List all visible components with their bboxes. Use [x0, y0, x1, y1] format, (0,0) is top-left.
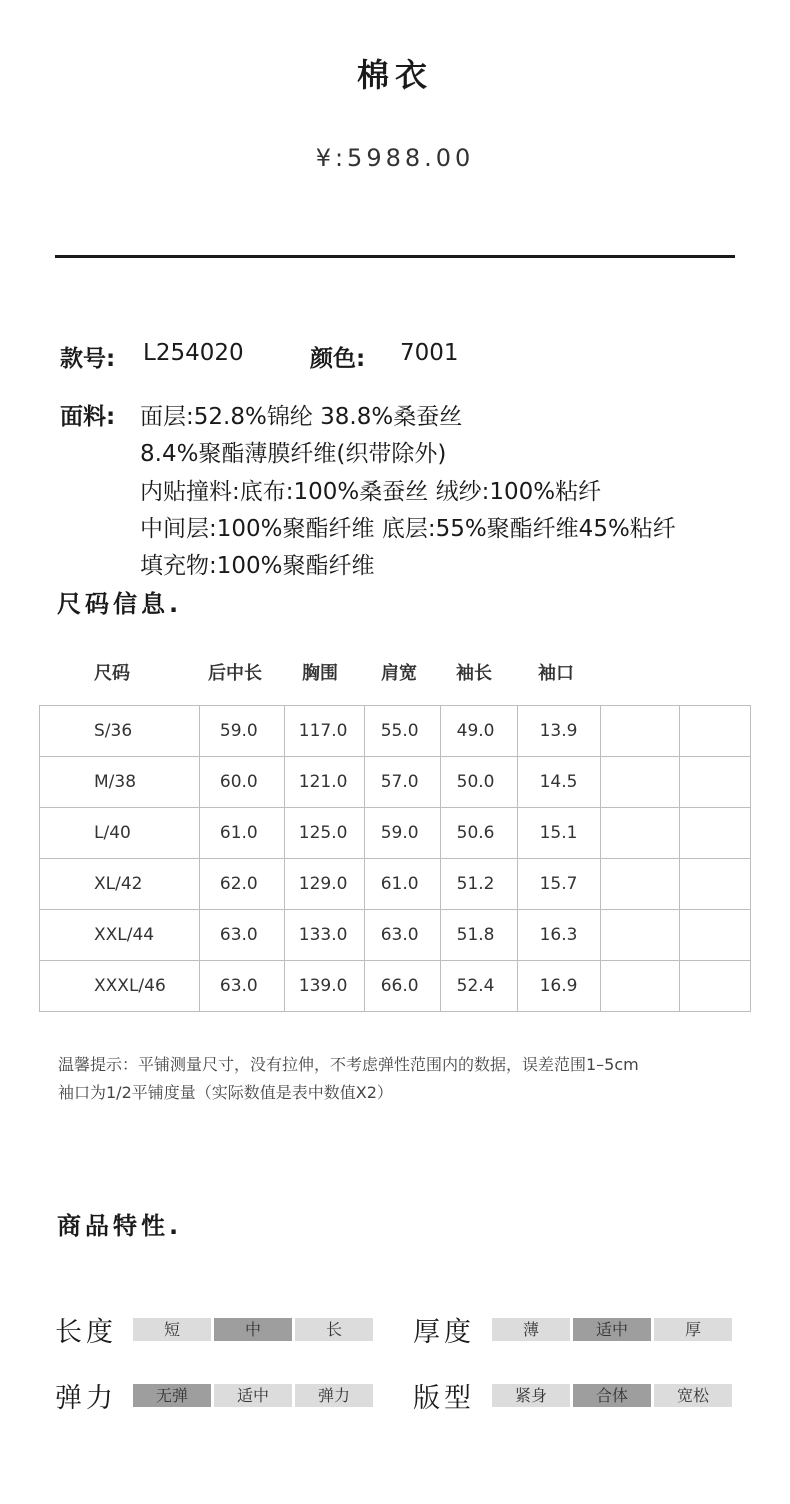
table-cell-empty: [601, 859, 680, 910]
table-cell: 125.0: [284, 808, 364, 859]
table-cell: 55.0: [364, 706, 440, 757]
table-cell-empty: [680, 910, 751, 961]
product-title: 棉衣: [356, 56, 433, 94]
fabric-line: 填充物:100%聚酯纤维: [140, 553, 375, 579]
table-cell: 117.0: [284, 706, 364, 757]
size-header: 胸围: [302, 663, 338, 684]
feature-option: 短: [133, 1318, 211, 1341]
table-row: [40, 910, 751, 961]
fabric-line: 中间层:100%聚酯纤维 底层:55%聚酯纤维45%粘纤: [140, 516, 676, 542]
style-number-label: 款号:: [60, 346, 116, 372]
table-cell-empty: [601, 706, 680, 757]
table-cell-empty: [601, 910, 680, 961]
table-cell: 52.4: [440, 961, 517, 1012]
table-cell: 63.0: [199, 961, 284, 1012]
table-row: [40, 706, 751, 757]
table-cell: 13.9: [517, 706, 601, 757]
table-cell: 63.0: [364, 910, 440, 961]
feature-option-selected: 中: [214, 1318, 292, 1341]
features-title: 商品特性.: [57, 1212, 183, 1240]
table-row: [40, 961, 751, 1012]
table-cell: 60.0: [199, 757, 284, 808]
size-header: 袖口: [538, 663, 574, 684]
feature-option: 适中: [214, 1384, 292, 1407]
feature-option-selected: 合体: [573, 1384, 651, 1407]
table-cell: 59.0: [364, 808, 440, 859]
table-cell: XXXL/46: [40, 961, 200, 1012]
table-cell-empty: [680, 859, 751, 910]
table-row: [40, 757, 751, 808]
table-cell: 139.0: [284, 961, 364, 1012]
table-cell-empty: [680, 808, 751, 859]
feature-label: 长度: [55, 1317, 117, 1348]
table-cell-empty: [601, 808, 680, 859]
table-cell: 51.8: [440, 910, 517, 961]
feature-option: 薄: [492, 1318, 570, 1341]
fabric-line: 面层:52.8%锦纶 38.8%桑蚕丝: [140, 404, 463, 430]
style-number-value: L254020: [143, 340, 244, 366]
table-cell: XXL/44: [40, 910, 200, 961]
table-cell-empty: [680, 961, 751, 1012]
table-cell: L/40: [40, 808, 200, 859]
table-cell: 129.0: [284, 859, 364, 910]
fabric-line: 8.4%聚酯薄膜纤维(织带除外): [140, 441, 447, 467]
divider: [55, 255, 735, 258]
table-cell: 62.0: [199, 859, 284, 910]
table-cell: 16.3: [517, 910, 601, 961]
table-cell: 49.0: [440, 706, 517, 757]
table-cell: 61.0: [199, 808, 284, 859]
table-cell: 15.1: [517, 808, 601, 859]
color-value: 7001: [400, 340, 459, 366]
size-header: 袖长: [456, 663, 492, 684]
feature-option: 长: [295, 1318, 373, 1341]
table-cell: 51.2: [440, 859, 517, 910]
size-note: 袖口为1/2平铺度量（实际数值是表中数值X2）: [58, 1083, 393, 1102]
size-header: 尺码: [94, 663, 130, 684]
table-cell-empty: [680, 706, 751, 757]
product-price: ¥:5988.00: [315, 144, 475, 172]
table-cell: 14.5: [517, 757, 601, 808]
table-cell: 50.6: [440, 808, 517, 859]
size-table: [39, 705, 751, 1012]
size-section-title: 尺码信息.: [57, 590, 183, 618]
size-note: 温馨提示：平铺测量尺寸，没有拉伸，不考虑弹性范围内的数据，误差范围1–5cm: [58, 1055, 639, 1074]
table-cell: 61.0: [364, 859, 440, 910]
table-cell: 59.0: [199, 706, 284, 757]
table-cell: 16.9: [517, 961, 601, 1012]
fabric-label: 面料:: [60, 404, 116, 430]
table-cell: 63.0: [199, 910, 284, 961]
size-header: 肩宽: [381, 663, 417, 684]
feature-label: 版型: [413, 1383, 475, 1414]
table-cell: M/38: [40, 757, 200, 808]
table-cell: S/36: [40, 706, 200, 757]
fabric-line: 内贴撞料:底布:100%桑蚕丝 绒纱:100%粘纤: [140, 479, 602, 505]
table-cell: 133.0: [284, 910, 364, 961]
table-cell: 15.7: [517, 859, 601, 910]
table-cell-empty: [601, 961, 680, 1012]
table-cell: 50.0: [440, 757, 517, 808]
feature-option-selected: 无弹: [133, 1384, 211, 1407]
table-cell: XL/42: [40, 859, 200, 910]
table-cell: 121.0: [284, 757, 364, 808]
table-row: [40, 808, 751, 859]
feature-option: 宽松: [654, 1384, 732, 1407]
feature-option-selected: 适中: [573, 1318, 651, 1341]
table-cell-empty: [601, 757, 680, 808]
table-cell-empty: [680, 757, 751, 808]
feature-label: 弹力: [55, 1383, 117, 1414]
feature-label: 厚度: [413, 1317, 475, 1348]
size-header: 后中长: [208, 663, 262, 684]
table-cell: 57.0: [364, 757, 440, 808]
feature-option: 厚: [654, 1318, 732, 1341]
feature-option: 弹力: [295, 1384, 373, 1407]
color-label: 颜色:: [310, 346, 366, 372]
table-cell: 66.0: [364, 961, 440, 1012]
table-row: [40, 859, 751, 910]
feature-option: 紧身: [492, 1384, 570, 1407]
